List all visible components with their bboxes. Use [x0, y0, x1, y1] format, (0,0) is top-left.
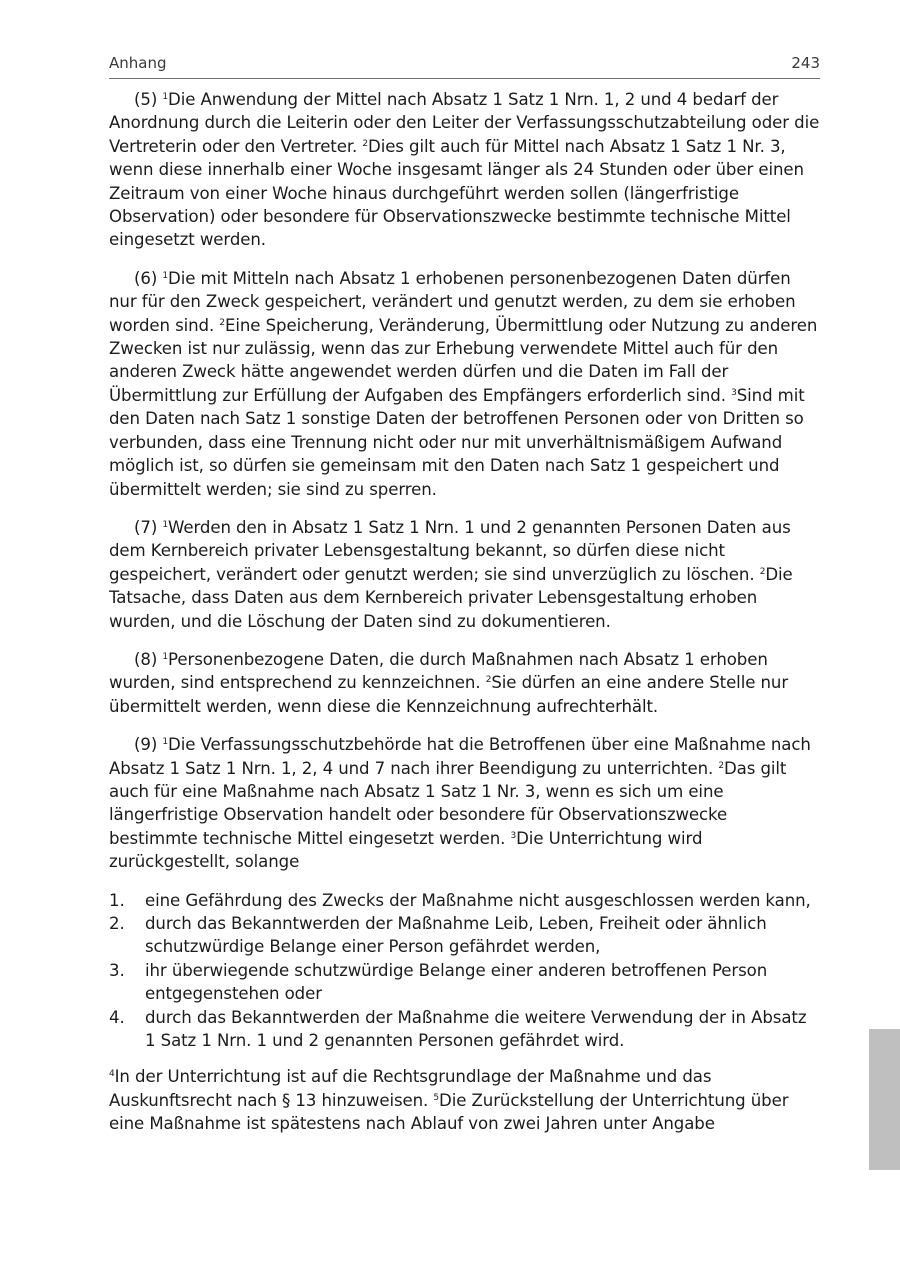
- sentence: Die mit Mitteln nach Absatz 1 erhobenen personenbezogenen Daten dürfen nur für den Zweck gespeichert, verändert und genutzt werden, zu dem sie erhoben worden sind.: [109, 268, 796, 335]
- list-item: [109, 912, 820, 959]
- numbered-list: [109, 889, 820, 1053]
- paragraph-5: [109, 88, 820, 252]
- sentence: Werden den in Absatz 1 Satz 1 Nrn. 1 und 2 genannten Personen Daten aus dem Kernbereich privater Lebensgestaltung bekannt, so dürfen diese nicht gespeichert, verändert oder genutzt werden; sie sind unverzüglich zu löschen.: [109, 517, 791, 584]
- sentence-number: 1: [162, 519, 169, 530]
- sentence: Die Verfassungsschutzbehörde hat die Betroffenen über eine Maßnahme nach Absatz 1 Satz 1 Nrn. 1, 2, 4 und 7 nach ihrer Beendigung zu unterrichten.: [109, 735, 811, 778]
- paragraph-label: (6): [134, 268, 158, 288]
- sentence-number: 3: [510, 830, 517, 841]
- sentence-number: 2: [759, 566, 766, 577]
- list-item-text: durch das Bekanntwerden der Maßnahme die weitere Verwendung der in Absatz 1 Satz 1 Nrn. 1 und 2 genannten Personen gefährdet wird.: [145, 1007, 807, 1051]
- paragraph-label: (7): [134, 517, 158, 537]
- sentence: Sind mit den Daten nach Satz 1 sonstige Daten der betroffenen Personen oder von Dritten so verbunden, dass eine Trennung nicht oder nur mit unverhältnismäßigem Aufwand möglich ist, so dürfen sie gemeinsam mit den Daten nach Satz 1 gespeichert und übermittelt werden; sie sind zu sperren.: [109, 385, 805, 499]
- section-title: Anhang: [109, 54, 167, 72]
- sentence-number: 3: [731, 387, 737, 398]
- list-item-text: eine Gefährdung des Zwecks der Maßnahme nicht ausgeschlossen werden kann,: [145, 890, 811, 910]
- sentence-number: 1: [162, 92, 169, 102]
- list-item-number: 3.: [109, 960, 125, 980]
- sentence: Die Zurückstellung der Unterrichtung über eine Maßnahme ist spätestens nach Ablauf von zwei Jahren unter Angabe: [109, 1090, 789, 1134]
- sentence-number: 2: [718, 760, 724, 771]
- list-item-number: 4.: [109, 1007, 125, 1027]
- list-item-number: 1.: [109, 890, 125, 910]
- list-item-number: 2.: [109, 914, 125, 933]
- paragraph-7: [109, 516, 820, 633]
- sentence: Personenbezogene Daten, die durch Maßnahmen nach Absatz 1 erhoben wurden, sind entsprechend zu kennzeichnen.: [109, 649, 768, 693]
- sentence-number: 4: [109, 1069, 115, 1080]
- sentence: Eine Speicherung, Veränderung, Übermittlung oder Nutzung zu anderen Zwecken ist nur zulässig, wenn das zur Erhebung verwendete Mittel auch für den anderen Zweck hätte angewendet werden dürfen und die Daten im Fall der Übermittlung zur Erfüllung der Aufgaben des Empfängers erforderlich sind.: [109, 315, 818, 405]
- sentence-number: 2: [485, 675, 492, 686]
- chapter-thumb-tab: [869, 1029, 900, 1170]
- paragraph-8: [109, 648, 820, 718]
- sentence: In der Unterrichtung ist auf die Rechtsgrundlage der Maßnahme und das Auskunftsrecht nach § 13 hinzuweisen.: [109, 1067, 712, 1110]
- page-number: 243: [791, 54, 820, 72]
- sentence-number: 1: [162, 270, 169, 281]
- sentence: Dies gilt auch für Mittel nach Absatz 1 Satz 1 Nr. 3, wenn diese innerhalb einer Woche insgesamt länger als 24 Stunden oder über einen Zeitraum von einer Woche hinaus durchgeführt werden sollen (längerfristige Observation) oder besondere für Observationszwecke bestimmte technische Mittel eingesetzt werden.: [109, 136, 804, 250]
- list-item-text: ihr überwiegende schutzwürdige Belange einer anderen betroffenen Person entgegenstehen oder: [145, 960, 768, 1004]
- sentence: Sie dürfen an eine andere Stelle nur übermittelt werden, wenn diese die Kennzeichnung aufrechterhält.: [109, 673, 789, 716]
- sentence: Die Unterrichtung wird zurückgestellt, solange: [109, 828, 703, 872]
- sentence-number: 5: [433, 1092, 440, 1103]
- sentence-number: 2: [362, 138, 369, 149]
- paragraph-label: (8): [134, 649, 158, 669]
- paragraph-label: (5): [134, 90, 158, 109]
- list-item: [109, 889, 820, 912]
- list-item: [109, 959, 820, 1006]
- paragraph-label: (9): [134, 735, 158, 755]
- closing-paragraph: [109, 1065, 820, 1135]
- running-header: [109, 52, 820, 79]
- sentence-number: 1: [162, 737, 169, 748]
- sentence: Die Anwendung der Mittel nach Absatz 1 Satz 1 Nrn. 1, 2 und 4 bedarf der Anordnung durch die Leiterin oder den Leiter der Verfassungsschutzabteilung oder die Vertreterin oder den Vertreter.: [109, 90, 820, 156]
- list-item-text: durch das Bekanntwerden der Maßnahme Leib, Leben, Freiheit oder ähnlich schutzwürdige Belange einer Person gefährdet werden,: [145, 914, 767, 957]
- paragraph-6: [109, 267, 820, 501]
- sentence-number: 1: [162, 651, 169, 662]
- sentence: Das gilt auch für eine Maßnahme nach Absatz 1 Satz 1 Nr. 3, wenn es sich um eine längerfristige Observation handelt oder besondere für Observationszwecke bestimmte technische Mittel eingesetzt werden.: [109, 758, 787, 848]
- paragraph-9: [109, 733, 820, 873]
- sentence-number: 2: [219, 317, 225, 328]
- sentence: Die Tatsache, dass Daten aus dem Kernbereich privater Lebensgestaltung erhoben wurden, und die Löschung der Daten sind zu dokumentieren.: [109, 564, 793, 631]
- list-item: [109, 1006, 820, 1053]
- page-body: [109, 88, 820, 1151]
